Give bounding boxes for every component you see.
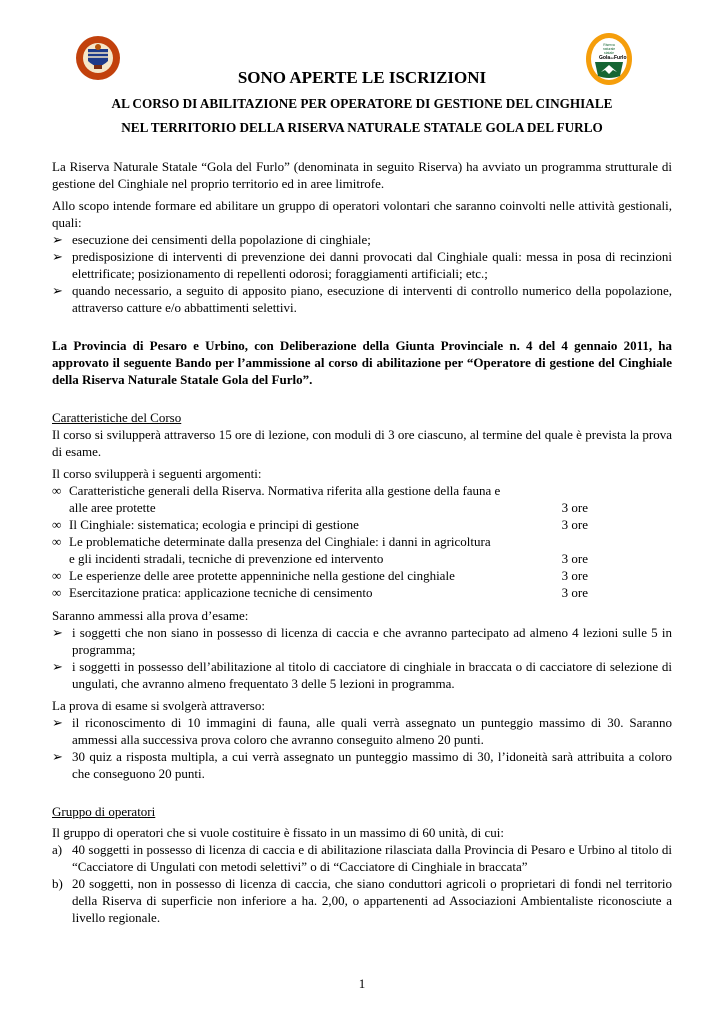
group-item (52, 841, 672, 875)
course-topic-hours: 3 ore (561, 585, 588, 600)
course-topic-hours: 3 ore (561, 551, 588, 566)
arrow-bullet-icon: ➢ (52, 715, 63, 730)
admission-intro: Saranno ammessi alla prova d’esame: (52, 608, 249, 623)
activity-bullet-text: esecuzione dei censimenti della popolazione di cinghiale; (72, 232, 371, 247)
course-topic-hours: 3 ore (561, 568, 588, 583)
group-item-text: 20 soggetti, non in possesso di licenza di caccia, che siano conduttori agricoli o proprietari di fondi nel territorio della Riserva di superficie non inferiore a ha. 2,00, o appartenenti ad Associazioni Ambientaliste riconosciute a livello regionale. (72, 876, 672, 925)
activity-bullet (52, 248, 672, 282)
logo-text-line2: naturale (602, 47, 616, 51)
page-number: 1 (358, 976, 366, 991)
infinity-bullet-icon: ∞ (52, 568, 62, 583)
arrow-bullet-icon: ➢ (52, 283, 63, 298)
course-topic (52, 482, 672, 516)
arrow-bullet-icon: ➢ (52, 249, 63, 264)
logo-text-del: del (610, 56, 615, 60)
course-topic-hours: 3 ore (561, 517, 588, 532)
arrow-bullet-icon: ➢ (52, 659, 63, 674)
arrow-bullet-icon: ➢ (52, 749, 63, 764)
intro-paragraph-1: La Riserva Naturale Statale “Gola del Furlo” (denominata in seguito Riserva) ha avviato un programma strutturale di gestione del Cinghiale nel proprio territorio ed in aree limitrofe. (52, 159, 672, 191)
exam-bullet-text: 30 quiz a risposta multipla, a cui verrà assegnato un punteggio massimo di 30, l’idoneità sarà attribuita a coloro che conseguono 20 punti. (72, 749, 672, 781)
exam-intro: La prova di esame si svolgerà attraverso: (52, 698, 265, 713)
group-item-text: 40 soggetti in possesso di licenza di caccia e di abilitazione rilasciata dalla Provincia di Pesaro e Urbino al titolo di “Cacciatore di Ungulati con metodi selettivi” o di “Cacciatore di Cinghiale in braccata” (72, 842, 672, 874)
group-item-marker: a) (52, 842, 63, 857)
arrow-bullet-icon: ➢ (52, 232, 63, 247)
document-body (52, 158, 672, 926)
infinity-bullet-icon: ∞ (52, 517, 62, 532)
activity-bullet (52, 231, 672, 248)
course-topic-line2: alle aree protette (69, 500, 156, 515)
course-topic-line1: Esercitazione pratica: applicazione tecniche di censimento (69, 585, 373, 600)
infinity-bullet-icon: ∞ (52, 483, 62, 498)
page-subtitle-1: AL CORSO DI ABILITAZIONE PER OPERATORE DI GESTIONE DEL CINGHIALE (111, 96, 613, 111)
logo-text-gola: Gola (599, 55, 611, 61)
activity-bullet (52, 282, 672, 316)
course-topic-line2: e gli incidenti stradali, tecniche di prevenzione ed intervento (69, 551, 384, 566)
admission-bullet (52, 658, 672, 692)
logo-text-line3: statale (604, 51, 614, 55)
logo-text-furlo: Furlo (614, 55, 627, 61)
course-topic-line1: Caratteristiche generali della Riserva. Normativa riferita alla gestione della fauna e (69, 483, 501, 498)
course-topic (52, 533, 672, 567)
course-paragraph-1: Il corso si svilupperà attraverso 15 ore di lezione, con moduli di 3 ore ciascuno, al termine del quale è prevista la prova di esame. (52, 427, 672, 459)
admission-bullet-text: i soggetti in possesso dell’abilitazione al titolo di cacciatore di cinghiale in braccata o di cacciatore di selezione di ungulati, che avranno almeno frequentato 3 delle 5 lezioni in programma. (72, 659, 672, 691)
course-topic (52, 584, 672, 601)
course-heading: Caratteristiche del Corso (52, 410, 182, 425)
group-item-marker: b) (52, 876, 63, 891)
activity-bullet-text: quando necessario, a seguito di apposito piano, esecuzione di interventi di controllo numerico della popolazione, attraverso catture e/o abbattimenti selettivi. (72, 283, 672, 315)
course-topic (52, 516, 672, 533)
arrow-bullet-icon: ➢ (52, 625, 63, 640)
course-topic-line1: Le problematiche determinate dalla presenza del Cinghiale: i danni in agricoltura (69, 534, 491, 549)
admission-bullet (52, 624, 672, 658)
group-item (52, 875, 672, 926)
exam-bullet (52, 714, 672, 748)
course-paragraph-2: Il corso svilupperà i seguenti argomenti: (52, 466, 262, 481)
logo-text-line1: Riserva (603, 43, 615, 47)
intro-paragraph-2: Allo scopo intende formare ed abilitare un gruppo di operatori volontari che saranno coinvolti nelle attività gestionali, quali: (52, 198, 672, 230)
activity-bullet-text: predisposizione di interventi di prevenzione dei danni provocati dal Cinghiale quali: messa in posa di recinzioni elettrificate; posizionamento di repellenti odorosi; foraggiamenti artificiali; etc.; (72, 249, 672, 281)
page-subtitle-2: NEL TERRITORIO DELLA RISERVA NATURALE STATALE GOLA DEL FURLO (121, 120, 603, 135)
admission-bullet-text: i soggetti che non siano in possesso di licenza di caccia e che avranno partecipato ad almeno 4 lezioni sulle 5 in programma; (72, 625, 672, 657)
infinity-bullet-icon: ∞ (52, 534, 62, 549)
course-topic-line1: Il Cinghiale: sistematica; ecologia e principi di gestione (69, 517, 359, 532)
infinity-bullet-icon: ∞ (52, 585, 62, 600)
course-topic (52, 567, 672, 584)
group-heading: Gruppo di operatori (52, 804, 156, 819)
group-paragraph-1: Il gruppo di operatori che si vuole costituire è fissato in un massimo di 60 unità, di cui: (52, 825, 505, 840)
exam-bullet (52, 748, 672, 782)
exam-bullet-text: il riconoscimento di 10 immagini di fauna, alle quali verrà assegnato un punteggio massimo di 30. Saranno ammessi alla successiva prova coloro che avranno conseguito almeno 20 punti. (72, 715, 672, 747)
announcement-paragraph: La Provincia di Pesaro e Urbino, con Deliberazione della Giunta Provinciale n. 4 del 4 gennaio 2011, ha approvato il seguente Bando per l’ammissione al corso di abilitazione per “Operatore di gestione del Cinghiale della Riserva Naturale Statale Gola del Furlo”. (52, 338, 672, 387)
course-topic-hours: 3 ore (561, 500, 588, 515)
page-title: SONO APERTE LE ISCRIZIONI (237, 68, 487, 87)
course-topic-line1: Le esperienze delle aree protette appenniniche nella gestione del cinghiale (69, 568, 455, 583)
